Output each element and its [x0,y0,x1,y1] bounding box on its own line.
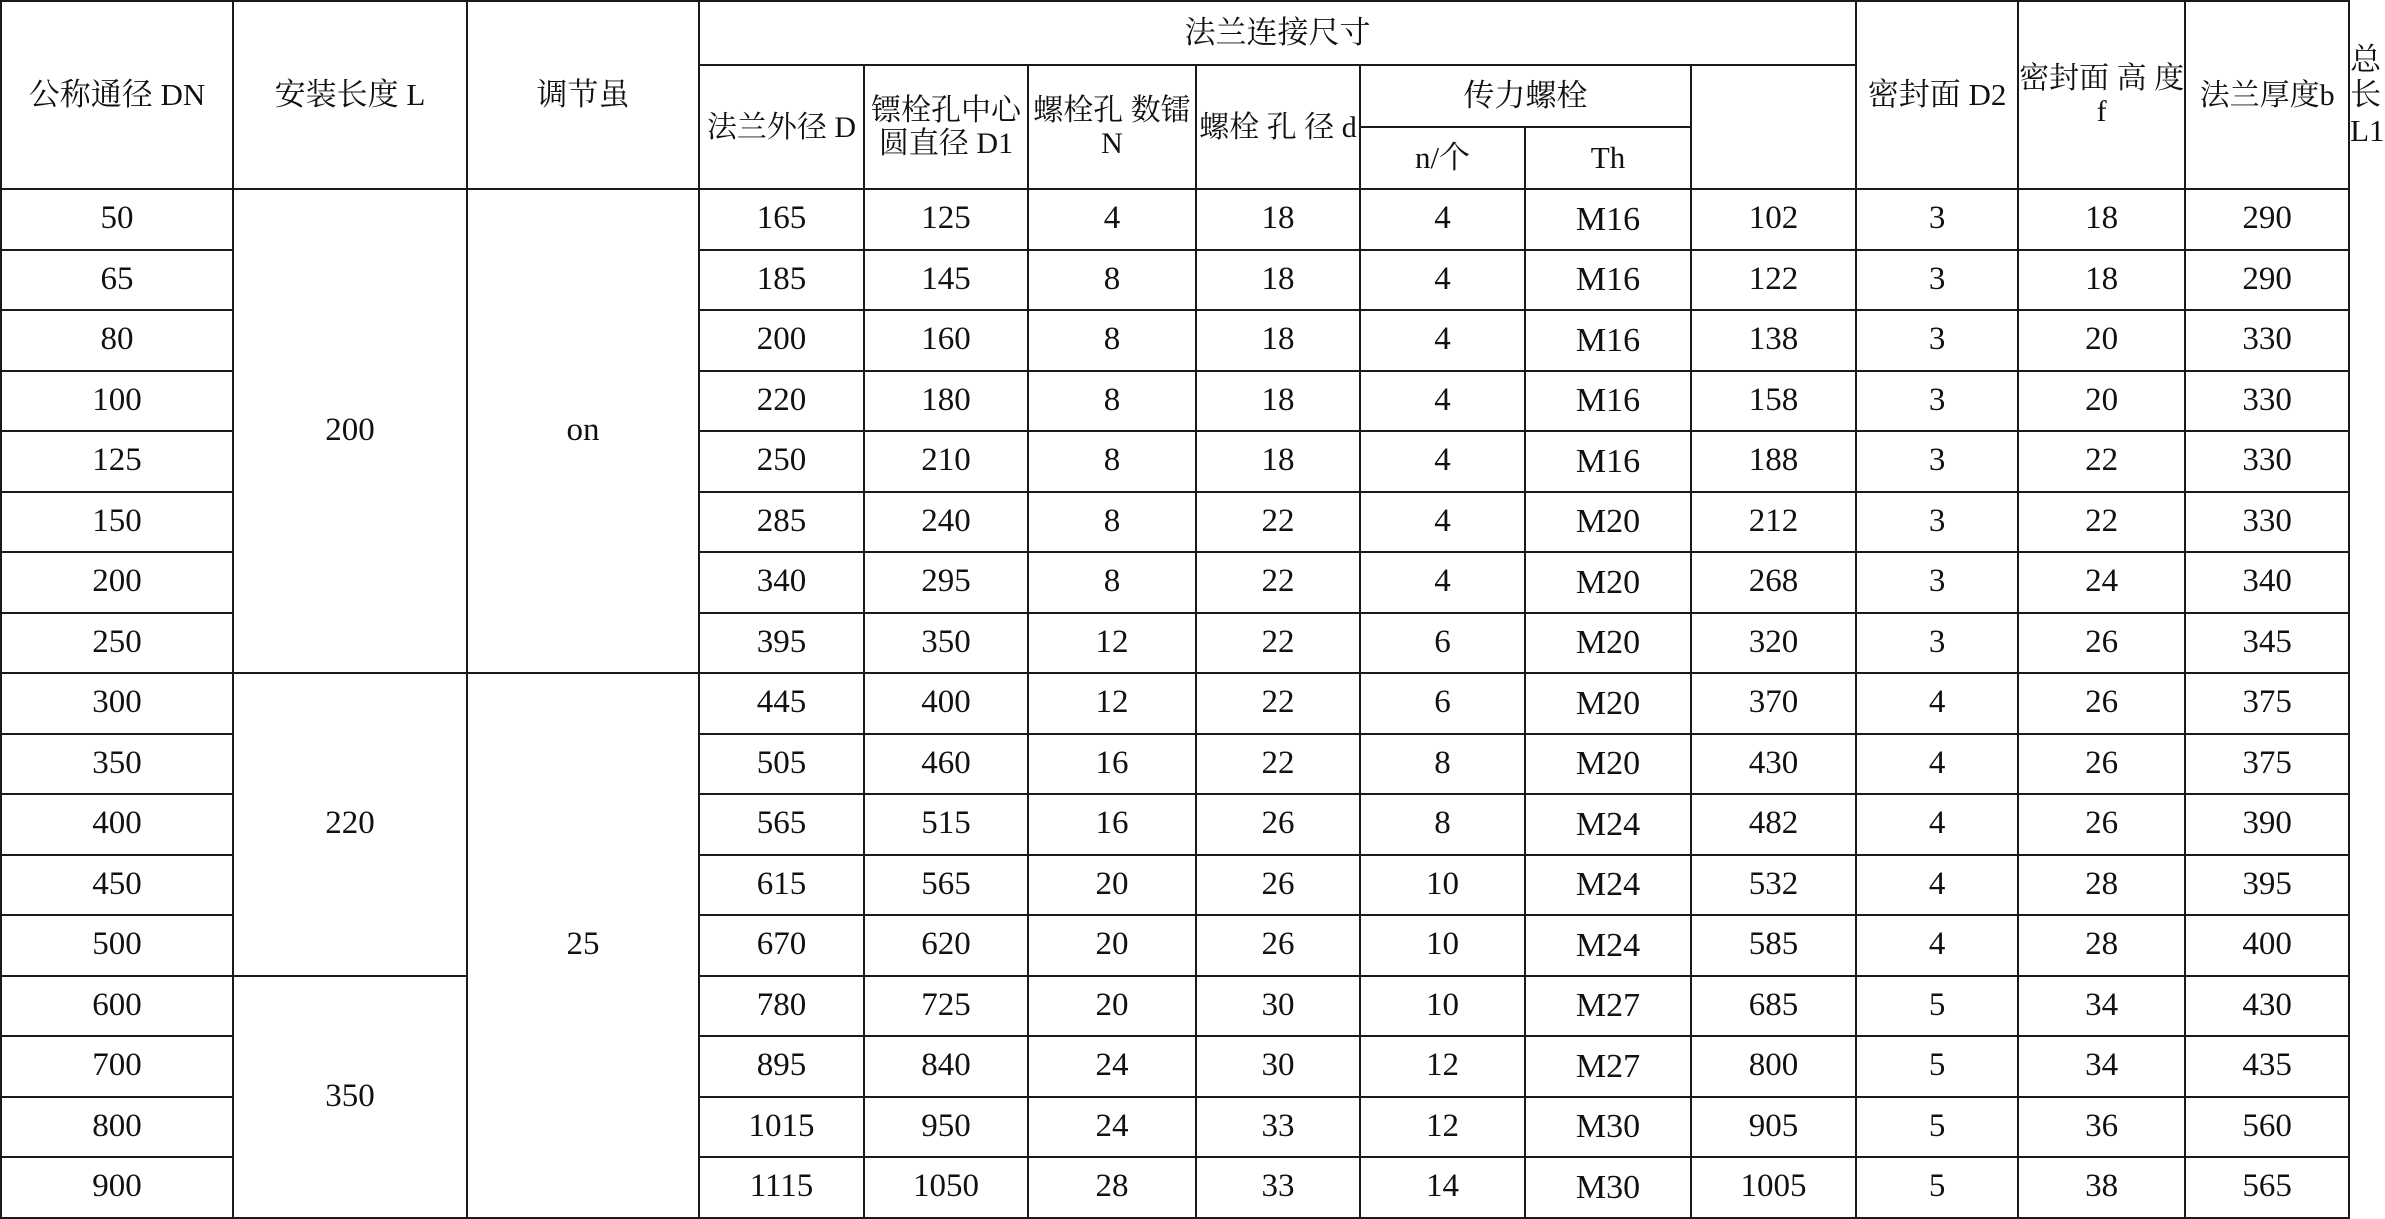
cell-bolt-hole-count: 20 [1028,915,1196,976]
cell-total-length: 565 [2185,1157,2349,1218]
cell-total-length: 400 [2185,915,2349,976]
cell-adjust: on [467,189,699,673]
cell-bolt-count: 12 [1360,1036,1525,1097]
cell-flange-od: 895 [699,1036,864,1097]
cell-bolt-circle: 400 [864,673,1028,734]
cell-dn: 350 [1,734,233,795]
cell-seal-height: 3 [1856,189,2018,250]
table-body [1,189,2349,1218]
cell-bolt-count: 4 [1360,310,1525,371]
cell-seal-d2: 1005 [1691,1157,1856,1218]
cell-bolt-thread: M16 [1525,431,1691,492]
cell-bolt-circle: 125 [864,189,1028,250]
cell-seal-height: 5 [1856,976,2018,1037]
cell-flange-od: 200 [699,310,864,371]
cell-flange-od: 1115 [699,1157,864,1218]
cell-bolt-hole-dia: 33 [1196,1157,1360,1218]
cell-dn: 500 [1,915,233,976]
cell-flange-thickness: 26 [2018,734,2185,795]
cell-bolt-thread: M20 [1525,673,1691,734]
cell-flange-thickness: 26 [2018,673,2185,734]
cell-bolt-circle: 180 [864,371,1028,432]
flange-dimension-table: 公称通径 DN 安装长度 L 调节虽 法兰连接尺寸 密封面 D2 密封面 高 度 f 法兰厚度b 总长 L1 法兰外径 D 镖栓孔中心 圆直径 D1 螺栓孔 数镭 N 螺栓 孔 径 d 传力螺栓 n/个 Th 50 200 on 165 125 4 18 4 M16 102 3 18 290 65 185 145 8 18 4 M16 122 3 18 290 80 200 160 8 18 4 M16 138 3 20 330 100 220 180 8 18 4 M16 158 3 20 330 125 250 210 8 18 4 M16 188 3 22 330 150 285 240 8 22 4 M20 212 3 22 330 200 340 295 8 22 4 M20 268 3 24 340 250 395 350 12 22 6 M20 320 3 26 345 300 220 25 445 400 12 22 6 M20 370 4 26 375 350 505 460 16 22 8 M20 430 4 26 375 400 565 515 16 26 8 M24 482 4 26 390 450 615 565 20 26 10 M24 532 4 28 395 500 670 620 20 26 10 M24 585 4 28 400 600 350 780 725 20 30 10 M27 685 5 34 430 700 895 840 24 30 12 M27 800 5 34 435 800 1015 950 24 33 12 M30 905 5 36 560 900 1115 1050 28 33 14 M30 1005 5 38 565 [0,0,2350,1219]
header-flange-group: 法兰连接尺寸 [699,1,1856,65]
cell-bolt-hole-count: 8 [1028,371,1196,432]
cell-flange-od: 505 [699,734,864,795]
cell-bolt-count: 4 [1360,492,1525,553]
cell-bolt-hole-dia: 18 [1196,310,1360,371]
cell-bolt-hole-dia: 30 [1196,976,1360,1037]
header-th: Th [1525,127,1691,189]
cell-bolt-hole-dia: 33 [1196,1097,1360,1158]
header-bolt-hole-dia: 螺栓 孔 径 d [1196,65,1360,189]
cell-bolt-hole-count: 8 [1028,492,1196,553]
table-row [1,673,2349,734]
cell-bolt-hole-count: 28 [1028,1157,1196,1218]
cell-bolt-count: 8 [1360,794,1525,855]
cell-bolt-hole-count: 8 [1028,250,1196,311]
cell-bolt-thread: M24 [1525,794,1691,855]
cell-total-length: 290 [2185,250,2349,311]
table-row [1,189,2349,250]
header-n-per: n/个 [1360,127,1525,189]
cell-bolt-circle: 725 [864,976,1028,1037]
cell-bolt-thread: M27 [1525,1036,1691,1097]
cell-bolt-thread: M20 [1525,734,1691,795]
header-install-length: 安装长度 L [233,1,467,189]
cell-flange-od: 250 [699,431,864,492]
cell-seal-height: 3 [1856,250,2018,311]
cell-bolt-count: 4 [1360,431,1525,492]
cell-bolt-hole-count: 20 [1028,855,1196,916]
cell-flange-od: 780 [699,976,864,1037]
cell-bolt-count: 6 [1360,673,1525,734]
cell-seal-height: 4 [1856,734,2018,795]
cell-total-length: 395 [2185,855,2349,916]
cell-dn: 200 [1,552,233,613]
cell-seal-height: 5 [1856,1157,2018,1218]
cell-flange-thickness: 20 [2018,310,2185,371]
header-force-bolt: 传力螺栓 [1360,65,1691,127]
cell-dn: 50 [1,189,233,250]
cell-seal-d2: 370 [1691,673,1856,734]
cell-seal-height: 4 [1856,855,2018,916]
header-dn: 公称通径 DN [1,1,233,189]
cell-flange-od: 220 [699,371,864,432]
cell-dn: 250 [1,613,233,674]
cell-bolt-thread: M20 [1525,492,1691,553]
cell-seal-d2: 102 [1691,189,1856,250]
cell-flange-od: 340 [699,552,864,613]
cell-bolt-hole-count: 16 [1028,794,1196,855]
cell-seal-d2: 905 [1691,1097,1856,1158]
cell-seal-d2: 685 [1691,976,1856,1037]
cell-total-length: 430 [2185,976,2349,1037]
cell-flange-od: 615 [699,855,864,916]
cell-bolt-count: 4 [1360,250,1525,311]
cell-bolt-hole-dia: 18 [1196,371,1360,432]
cell-bolt-thread: M16 [1525,189,1691,250]
cell-dn: 80 [1,310,233,371]
cell-bolt-thread: M24 [1525,855,1691,916]
header-seal-height: 密封面 高 度 f [2018,1,2185,189]
cell-seal-height: 4 [1856,673,2018,734]
cell-bolt-circle: 840 [864,1036,1028,1097]
cell-bolt-hole-count: 24 [1028,1036,1196,1097]
cell-seal-d2: 320 [1691,613,1856,674]
cell-seal-d2: 122 [1691,250,1856,311]
cell-dn: 400 [1,794,233,855]
cell-adjust: 25 [467,673,699,1218]
cell-bolt-circle: 620 [864,915,1028,976]
cell-total-length: 435 [2185,1036,2349,1097]
cell-flange-thickness: 18 [2018,250,2185,311]
cell-seal-d2: 800 [1691,1036,1856,1097]
cell-flange-thickness: 26 [2018,794,2185,855]
cell-bolt-hole-dia: 18 [1196,189,1360,250]
cell-bolt-hole-count: 4 [1028,189,1196,250]
cell-bolt-circle: 515 [864,794,1028,855]
cell-flange-thickness: 34 [2018,976,2185,1037]
cell-seal-height: 3 [1856,371,2018,432]
cell-install-length: 220 [233,673,467,976]
cell-flange-thickness: 20 [2018,371,2185,432]
cell-bolt-thread: M16 [1525,371,1691,432]
cell-flange-thickness: 18 [2018,189,2185,250]
cell-flange-od: 285 [699,492,864,553]
cell-bolt-hole-dia: 26 [1196,794,1360,855]
cell-seal-height: 5 [1856,1036,2018,1097]
cell-seal-d2: 138 [1691,310,1856,371]
cell-dn: 800 [1,1097,233,1158]
cell-seal-d2: 158 [1691,371,1856,432]
cell-dn: 300 [1,673,233,734]
cell-bolt-hole-dia: 26 [1196,855,1360,916]
cell-bolt-count: 8 [1360,734,1525,795]
cell-flange-od: 1015 [699,1097,864,1158]
cell-bolt-hole-count: 24 [1028,1097,1196,1158]
cell-bolt-count: 10 [1360,915,1525,976]
cell-seal-d2: 268 [1691,552,1856,613]
cell-total-length: 375 [2185,673,2349,734]
cell-total-length: 290 [2185,189,2349,250]
cell-total-length: 330 [2185,431,2349,492]
cell-bolt-count: 6 [1360,613,1525,674]
cell-bolt-circle: 210 [864,431,1028,492]
header-bolt-circle: 镖栓孔中心 圆直径 D1 [864,65,1028,189]
cell-bolt-hole-count: 12 [1028,613,1196,674]
cell-bolt-count: 4 [1360,371,1525,432]
cell-seal-height: 3 [1856,310,2018,371]
cell-install-length: 350 [233,976,467,1218]
cell-bolt-count: 10 [1360,976,1525,1037]
header-bolt-hole-count: 螺栓孔 数镭 N [1028,65,1196,189]
cell-bolt-thread: M30 [1525,1097,1691,1158]
cell-bolt-thread: M27 [1525,976,1691,1037]
cell-flange-thickness: 38 [2018,1157,2185,1218]
cell-total-length: 375 [2185,734,2349,795]
cell-seal-height: 3 [1856,492,2018,553]
cell-bolt-circle: 350 [864,613,1028,674]
cell-seal-d2: 212 [1691,492,1856,553]
cell-flange-thickness: 34 [2018,1036,2185,1097]
cell-bolt-hole-count: 12 [1028,673,1196,734]
cell-bolt-thread: M24 [1525,915,1691,976]
cell-bolt-hole-count: 16 [1028,734,1196,795]
cell-flange-od: 670 [699,915,864,976]
header-adjust: 调节虽 [467,1,699,189]
cell-bolt-circle: 460 [864,734,1028,795]
cell-bolt-hole-dia: 22 [1196,613,1360,674]
cell-bolt-hole-count: 8 [1028,310,1196,371]
cell-dn: 65 [1,250,233,311]
cell-bolt-circle: 145 [864,250,1028,311]
header-flange-thickness: 法兰厚度b [2185,1,2349,189]
cell-flange-thickness: 22 [2018,492,2185,553]
cell-dn: 600 [1,976,233,1037]
cell-total-length: 340 [2185,552,2349,613]
cell-bolt-thread: M30 [1525,1157,1691,1218]
cell-seal-height: 5 [1856,1097,2018,1158]
cell-bolt-count: 14 [1360,1157,1525,1218]
cell-flange-thickness: 26 [2018,613,2185,674]
cell-bolt-hole-count: 8 [1028,431,1196,492]
cell-bolt-hole-dia: 26 [1196,915,1360,976]
cell-bolt-hole-count: 20 [1028,976,1196,1037]
cell-seal-height: 4 [1856,794,2018,855]
cell-bolt-thread: M20 [1525,552,1691,613]
cell-total-length: 330 [2185,492,2349,553]
cell-seal-height: 3 [1856,613,2018,674]
cell-total-length: 390 [2185,794,2349,855]
cell-dn: 100 [1,371,233,432]
cell-bolt-hole-count: 8 [1028,552,1196,613]
cell-bolt-thread: M20 [1525,613,1691,674]
cell-seal-d2: 482 [1691,794,1856,855]
cell-seal-d2: 188 [1691,431,1856,492]
cell-dn: 900 [1,1157,233,1218]
cell-bolt-count: 4 [1360,552,1525,613]
cell-flange-thickness: 24 [2018,552,2185,613]
cell-dn: 450 [1,855,233,916]
cell-bolt-count: 4 [1360,189,1525,250]
cell-flange-thickness: 28 [2018,915,2185,976]
cell-bolt-thread: M16 [1525,310,1691,371]
cell-total-length: 345 [2185,613,2349,674]
cell-dn: 150 [1,492,233,553]
cell-bolt-circle: 565 [864,855,1028,916]
cell-flange-od: 395 [699,613,864,674]
cell-bolt-hole-dia: 22 [1196,673,1360,734]
cell-flange-thickness: 22 [2018,431,2185,492]
cell-bolt-circle: 160 [864,310,1028,371]
cell-bolt-hole-dia: 22 [1196,492,1360,553]
cell-bolt-circle: 295 [864,552,1028,613]
header-seal-d2: 密封面 D2 [1856,1,2018,189]
cell-total-length: 560 [2185,1097,2349,1158]
cell-bolt-count: 10 [1360,855,1525,916]
cell-seal-height: 3 [1856,431,2018,492]
cell-flange-od: 445 [699,673,864,734]
cell-dn: 700 [1,1036,233,1097]
cell-flange-od: 565 [699,794,864,855]
cell-seal-d2: 585 [1691,915,1856,976]
cell-seal-height: 4 [1856,915,2018,976]
cell-bolt-hole-dia: 30 [1196,1036,1360,1097]
cell-bolt-hole-dia: 22 [1196,734,1360,795]
cell-bolt-circle: 950 [864,1097,1028,1158]
cell-seal-height: 3 [1856,552,2018,613]
cell-flange-od: 165 [699,189,864,250]
cell-bolt-circle: 1050 [864,1157,1028,1218]
cell-dn: 125 [1,431,233,492]
cell-seal-d2: 430 [1691,734,1856,795]
cell-bolt-thread: M16 [1525,250,1691,311]
header-flange-od: 法兰外径 D [699,65,864,189]
cell-bolt-hole-dia: 22 [1196,552,1360,613]
cell-install-length: 200 [233,189,467,673]
cell-total-length: 330 [2185,310,2349,371]
cell-bolt-circle: 240 [864,492,1028,553]
cell-flange-thickness: 28 [2018,855,2185,916]
cell-bolt-count: 12 [1360,1097,1525,1158]
table-row [1,976,2349,1037]
cell-seal-d2: 532 [1691,855,1856,916]
cell-total-length: 330 [2185,371,2349,432]
cell-bolt-hole-dia: 18 [1196,250,1360,311]
cell-flange-thickness: 36 [2018,1097,2185,1158]
cell-bolt-hole-dia: 18 [1196,431,1360,492]
cell-flange-od: 185 [699,250,864,311]
